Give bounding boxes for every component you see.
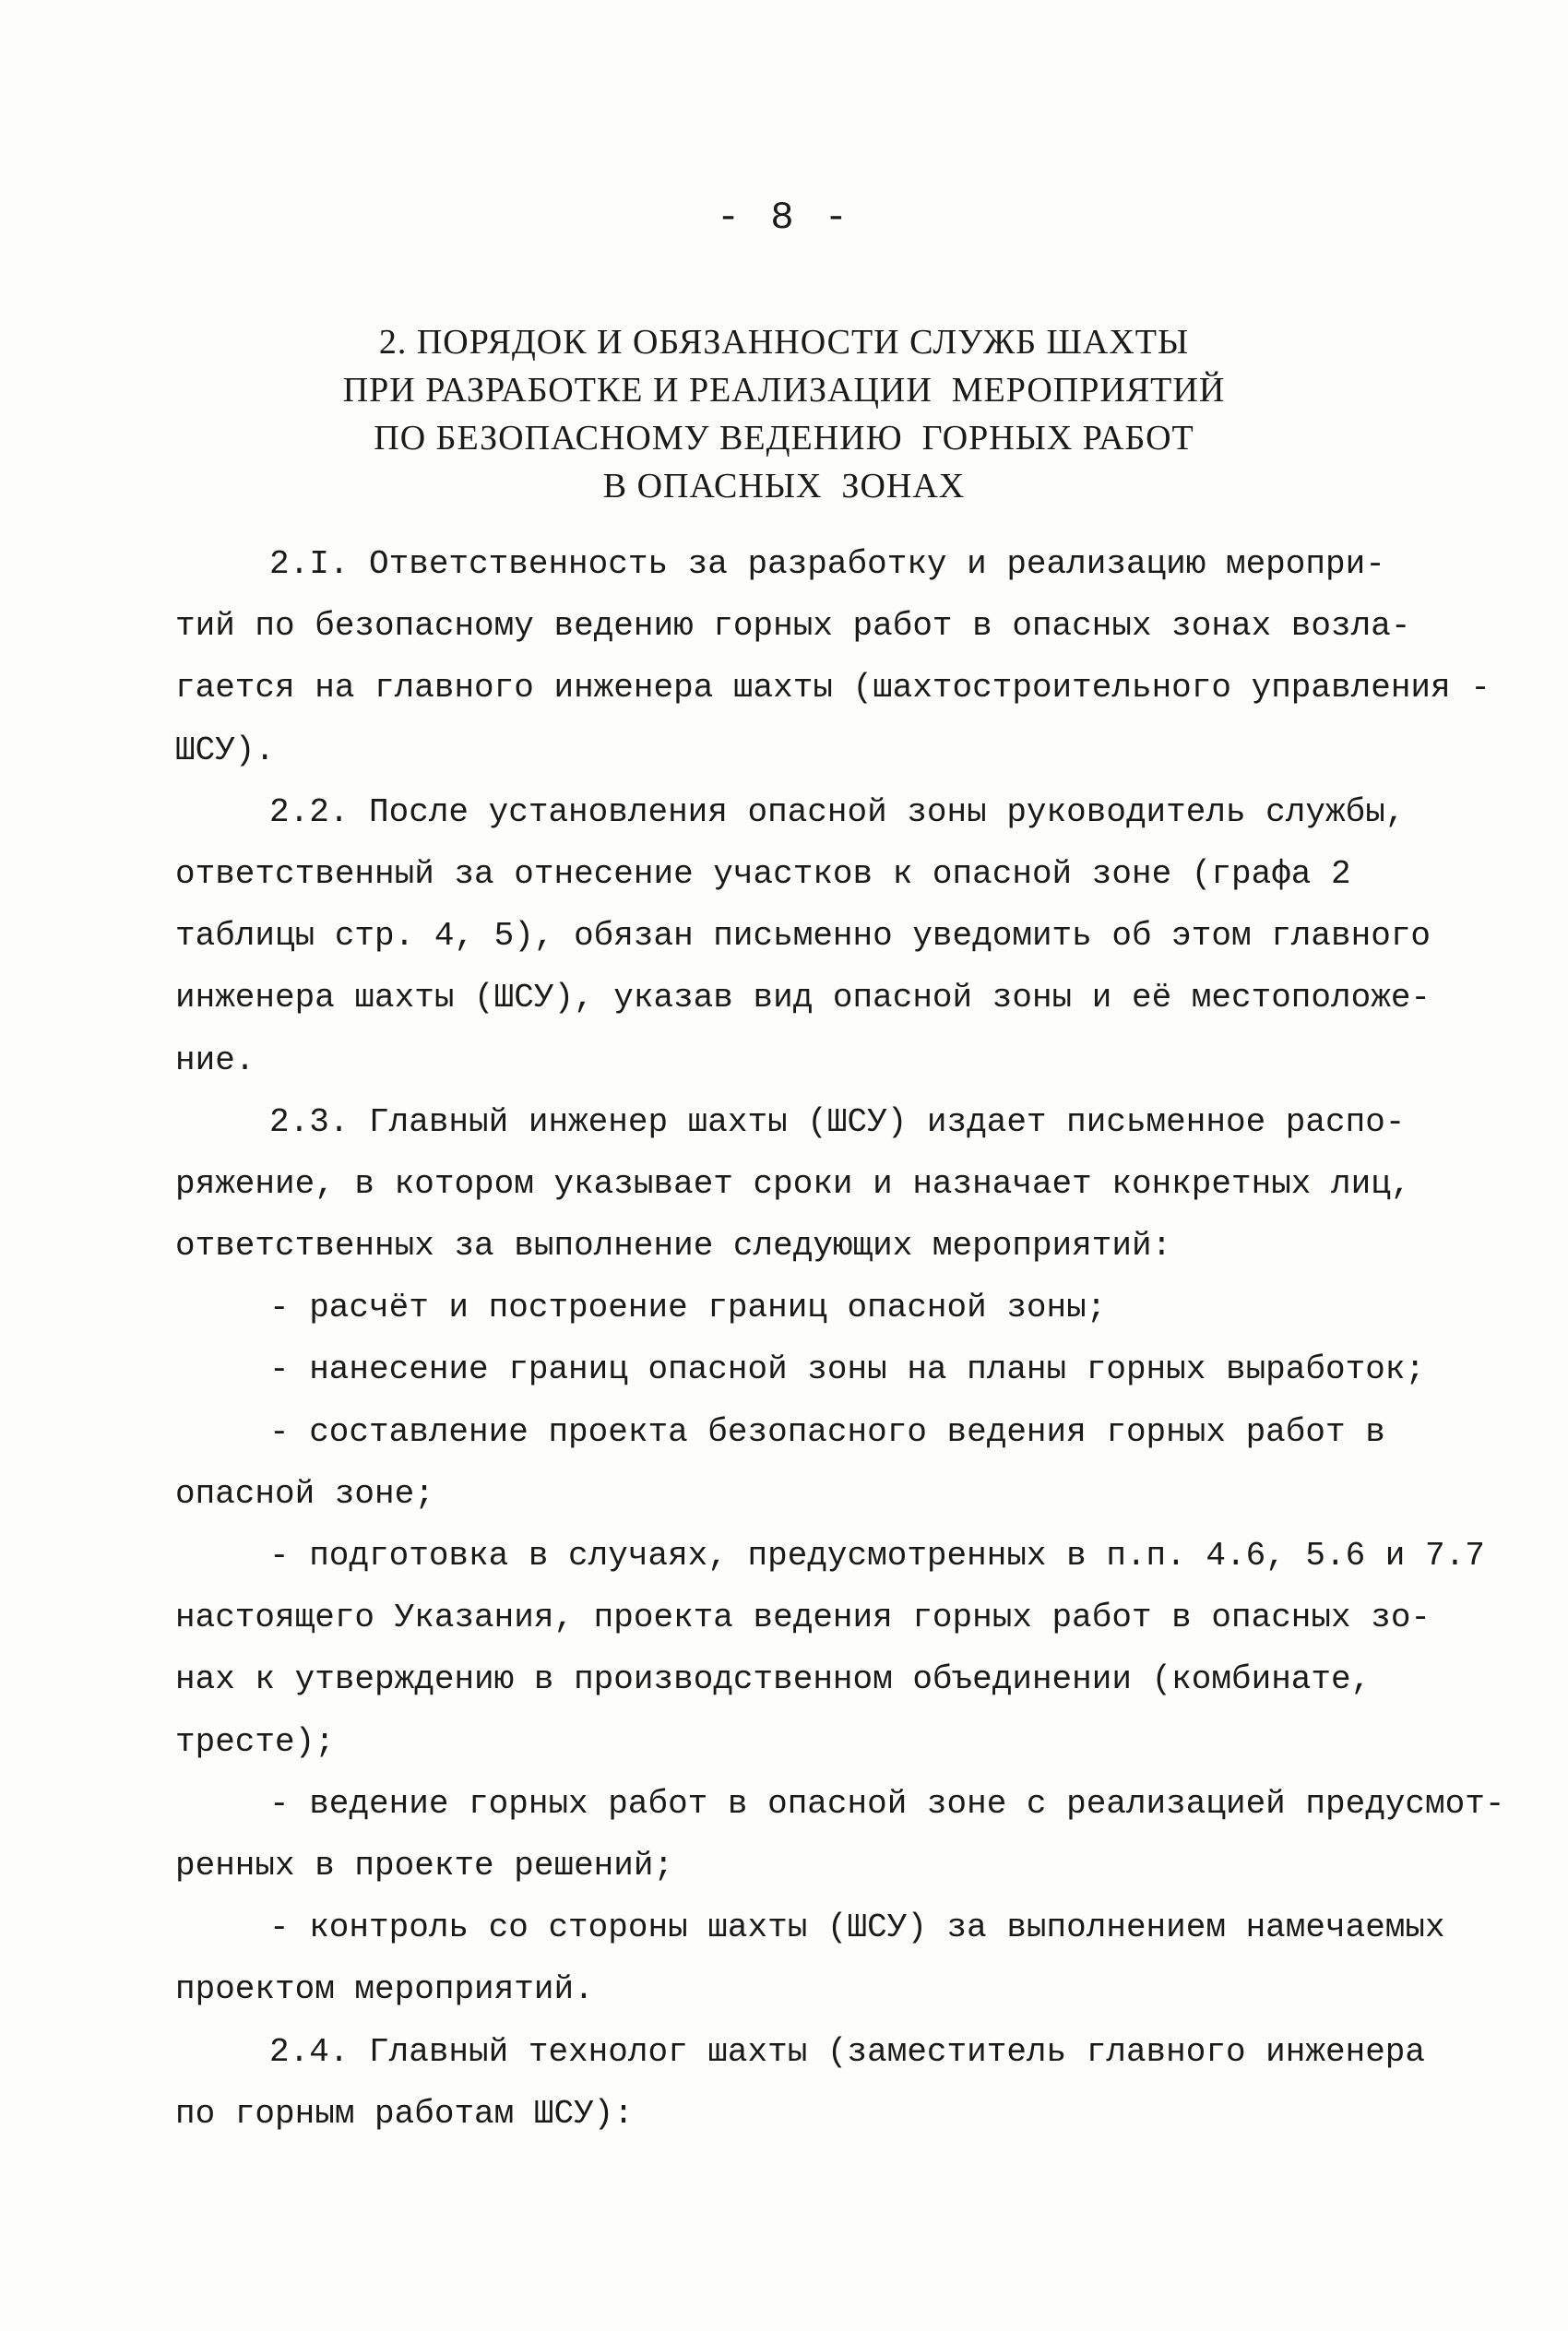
body-line: 2.2. После установления опасной зоны руководитель службы, [269, 792, 1406, 831]
body-text [175, 533, 1505, 2145]
body-line: - составление проекта безопасного ведения горных работ в [269, 1412, 1385, 1451]
body-line: опасной зоне; [175, 1474, 434, 1513]
body-line: ние. [175, 1041, 255, 1079]
section-heading-line: 2. ПОРЯДОК И ОБЯЗАННОСТИ СЛУЖБ ШАХТЫ [378, 323, 1190, 362]
body-line: инженера шахты (ШСУ), указав вид опасной зоны и её местоположе- [175, 979, 1431, 1017]
body-line: тий по безопасному ведению горных работ в опасных зонах возла- [175, 607, 1411, 646]
body-line: ШСУ). [175, 731, 276, 769]
body-line: настоящего Указания, проекта ведения горных работ в опасных зо- [175, 1599, 1431, 1637]
body-line: тресте); [175, 1722, 335, 1761]
body-line: - нанесение границ опасной зоны на планы горных выработок; [269, 1350, 1426, 1389]
body-line: ряжение, в котором указывает сроки и назначает конкретных лиц, [175, 1164, 1411, 1203]
body-line: ответственный за отнесение участков к опасной зоне (графа 2 [175, 854, 1351, 893]
body-line: нах к утверждению в производственном объединении (комбинате, [175, 1660, 1372, 1699]
body-line: - расчёт и построение границ опасной зоны; [269, 1289, 1107, 1327]
body-line: 2.I. Ответственность за разработку и реализацию меропри- [269, 545, 1385, 583]
body-line: ренных в проекте решений; [175, 1846, 674, 1885]
section-heading-line: ПРИ РАЗРАБОТКЕ И РЕАЛИЗАЦИИ МЕРОПРИЯТИЙ [342, 371, 1226, 410]
section-heading-line: ПО БЕЗОПАСНОМУ ВЕДЕНИЮ ГОРНЫХ РАБОТ [374, 419, 1194, 458]
page-number: - 8 - [716, 196, 852, 240]
body-line: 2.4. Главный технолог шахты (заместитель главного инженера [269, 2032, 1426, 2071]
section-heading [0, 318, 1568, 510]
section-heading-line: В ОПАСНЫХ ЗОНАХ [602, 467, 966, 505]
body-line: по горным работам ШСУ): [175, 2094, 634, 2133]
body-line: - ведение горных работ в опасной зоне с реализацией предусмот- [269, 1784, 1505, 1823]
body-line: ответственных за выполнение следующих мероприятий: [175, 1227, 1172, 1266]
body-line: - подготовка в случаях, предусмотренных в п.п. 4.6, 5.6 и 7.7 [269, 1537, 1485, 1575]
body-line: 2.3. Главный инженер шахты (ШСУ) издает письменное распо- [269, 1102, 1406, 1141]
body-line: проектом мероприятий. [175, 1970, 594, 2009]
body-line: гается на главного инженера шахты (шахтостроительного управления - [175, 669, 1491, 708]
body-line: таблицы стр. 4, 5), обязан письменно уведомить об этом главного [175, 917, 1431, 956]
body-line: - контроль со стороны шахты (ШСУ) за выполнением намечаемых [269, 1909, 1445, 1947]
